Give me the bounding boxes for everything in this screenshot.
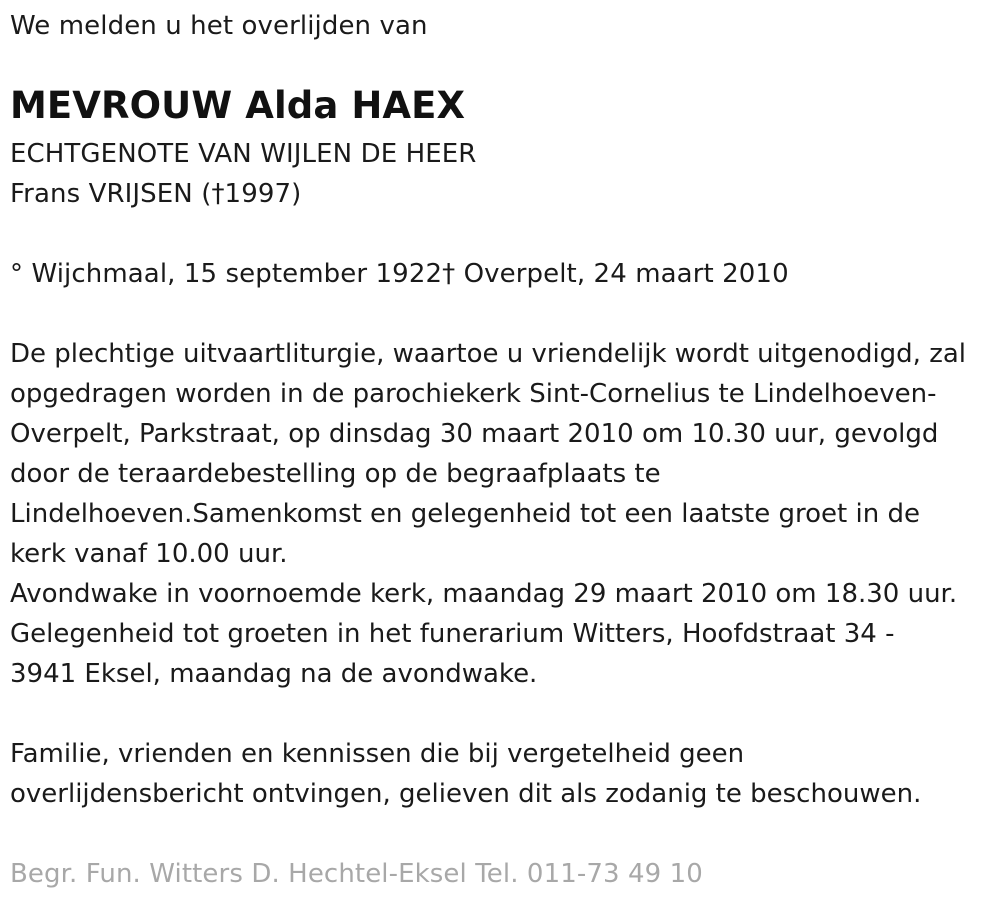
closing-paragraph — [10, 734, 921, 814]
birth-death-dates: ° Wijchmaal, 15 september 1922† Overpelt, 24 maart 2010 — [10, 259, 789, 289]
ceremony-line: opgedragen worden in de parochiekerk Sint-Cornelius te Lindelhoeven- — [10, 379, 937, 409]
spouse-line-1: ECHTGENOTE VAN WIJLEN DE HEER — [10, 139, 477, 169]
closing-line: Familie, vrienden en kennissen die bij vergetelheid geen — [10, 739, 745, 769]
ceremony-line: Overpelt, Parkstraat, op dinsdag 30 maart 2010 om 10.30 uur, gevolgd — [10, 419, 939, 449]
wake-line: Avondwake in voornoemde kerk, maandag 29 maart 2010 om 18.30 uur. — [10, 579, 958, 609]
closing-line: overlijdensbericht ontvingen, gelieven dit als zodanig te beschouwen. — [10, 779, 922, 809]
ceremony-line: Lindelhoeven.Samenkomst en gelegenheid tot een laatste groet in de — [10, 499, 920, 529]
visitation-line: 3941 Eksel, maandag na de avondwake. — [10, 659, 538, 689]
ceremony-line: door de teraardebestelling op de begraafplaats te — [10, 459, 661, 489]
ceremony-paragraph — [10, 334, 966, 694]
intro-text: We melden u het overlijden van — [10, 11, 428, 41]
ceremony-line: De plechtige uitvaartliturgie, waartoe u vriendelijk wordt uitgenodigd, zal — [10, 339, 967, 369]
deceased-name: MEVROUW Alda HAEX — [10, 84, 466, 127]
ceremony-line: kerk vanaf 10.00 uur. — [10, 539, 288, 569]
spouse-line-2: Frans VRIJSEN (†1997) — [10, 179, 302, 209]
funeral-home-footer: Begr. Fun. Witters D. Hechtel-Eksel Tel. 011-73 49 10 — [10, 859, 703, 889]
visitation-line: Gelegenheid tot groeten in het funerarium Witters, Hoofdstraat 34 - — [10, 619, 895, 649]
